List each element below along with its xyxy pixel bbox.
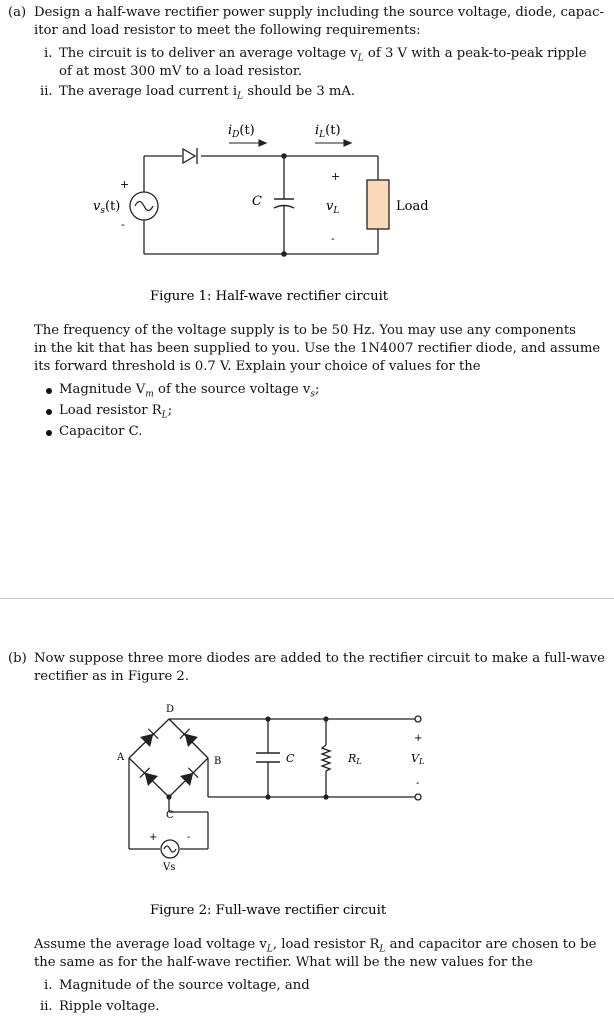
part-a-para-line-1: The frequency of the voltage supply is to be 50 Hz. You may use any components — [34, 323, 576, 338]
fig1-label-vl: $v_L$ — [326, 199, 340, 216]
bullet-item-capacitor: Capacitor C. — [59, 424, 143, 439]
fig1-vl-minus: - — [331, 232, 335, 245]
fig2-node-a: A — [117, 752, 125, 763]
part-b-line-1: Now suppose three more diodes are added to the rectifier circuit to make a full-wave — [34, 651, 605, 666]
fig2-terminal-bottom — [415, 794, 421, 800]
part-a-para-line-3: its forward threshold is 0.7 V. Explain your choice of values for the — [34, 359, 481, 374]
figure-2-caption: Figure 2: Full-wave rectifier circuit — [150, 903, 387, 918]
fig2-source-plus: + — [149, 832, 158, 843]
fig1-load-label: Load — [396, 199, 429, 214]
fig1-label-vs: $v_s(t)$ — [93, 199, 121, 216]
fig2-resistor — [322, 745, 330, 771]
fig2-node-b: B — [214, 756, 222, 767]
fig1-vl-plus: + — [331, 170, 341, 183]
question-ii-marker: ii. — [40, 999, 53, 1014]
part-a-para-line-2: in the kit that has been supplied to you. Use the 1N4007 rectifier diode, and assume — [34, 341, 601, 356]
fig2-capacitor — [256, 753, 280, 762]
fig2-label-c: C — [286, 752, 295, 765]
question-i-marker: i. — [44, 978, 53, 993]
part-b-marker: (b) — [8, 651, 27, 666]
part-b-para-line-1: Assume the average load voltage $v_L$, load resistor $R_L$ and capacitor are chosen to be — [34, 937, 597, 955]
figure-1-caption: Figure 1: Half-wave rectifier circuit — [150, 289, 389, 304]
question-ii-text: Ripple voltage. — [59, 999, 160, 1014]
fig2-vl-minus: - — [416, 778, 420, 789]
fig1-source-plus: + — [120, 178, 130, 191]
requirement-ii-text: The average load current $i_L$ should be 3 mA. — [59, 84, 356, 102]
bullet-item-load-resistor: Load resistor $R_L$; — [59, 403, 173, 421]
part-a-marker: (a) — [8, 5, 27, 20]
fig1-source-minus: - — [121, 218, 125, 231]
sine-wave-icon — [164, 846, 176, 852]
requirement-i-marker: i. — [44, 46, 53, 61]
fig1-label-id: $i_D(t)$ — [228, 123, 255, 140]
requirement-i-line-1: The circuit is to deliver an average voltage $v_L$ of 3 V with a peak-to-peak ripple — [59, 46, 587, 64]
fig2-junction — [166, 794, 171, 799]
fig2-terminal-top — [415, 716, 421, 722]
fig2-label-vl: VL — [411, 752, 425, 766]
part-b-para-line-2: the same as for the half-wave rectifier. What will be the new values for the — [34, 955, 533, 970]
fig2-node-c: C — [166, 810, 174, 821]
question-i-text: Magnitude of the source voltage, and — [59, 978, 310, 993]
fig2-junction — [323, 716, 328, 721]
fig2-node-d: D — [166, 704, 175, 715]
fig2-source-minus: - — [187, 832, 191, 843]
fig1-label-c: C — [252, 194, 262, 209]
part-a-line-2: itor and load resistor to meet the following requirements: — [34, 23, 421, 38]
part-a-line-1: Design a half-wave rectifier power supply including the source voltage, diode, capac- — [34, 5, 604, 20]
fig2-junction — [265, 794, 270, 799]
requirement-ii-marker: ii. — [40, 84, 53, 99]
part-b-line-2: rectifier as in Figure 2. — [34, 669, 190, 684]
fig2-label-vs: Vs — [163, 862, 176, 873]
fig2-vl-plus: + — [414, 733, 423, 744]
fig2-junction — [323, 794, 328, 799]
fig2-label-rl: RL — [348, 752, 362, 766]
requirement-i-line-2: of at most 300 mV to a load resistor. — [59, 64, 302, 79]
bullet-item-magnitude: Magnitude $V_m$ of the source voltage $v_s$; — [59, 382, 320, 400]
fig2-junction — [265, 716, 270, 721]
fig1-label-il: $i_L(t)$ — [315, 123, 341, 140]
fig2-diode-db — [180, 729, 198, 747]
